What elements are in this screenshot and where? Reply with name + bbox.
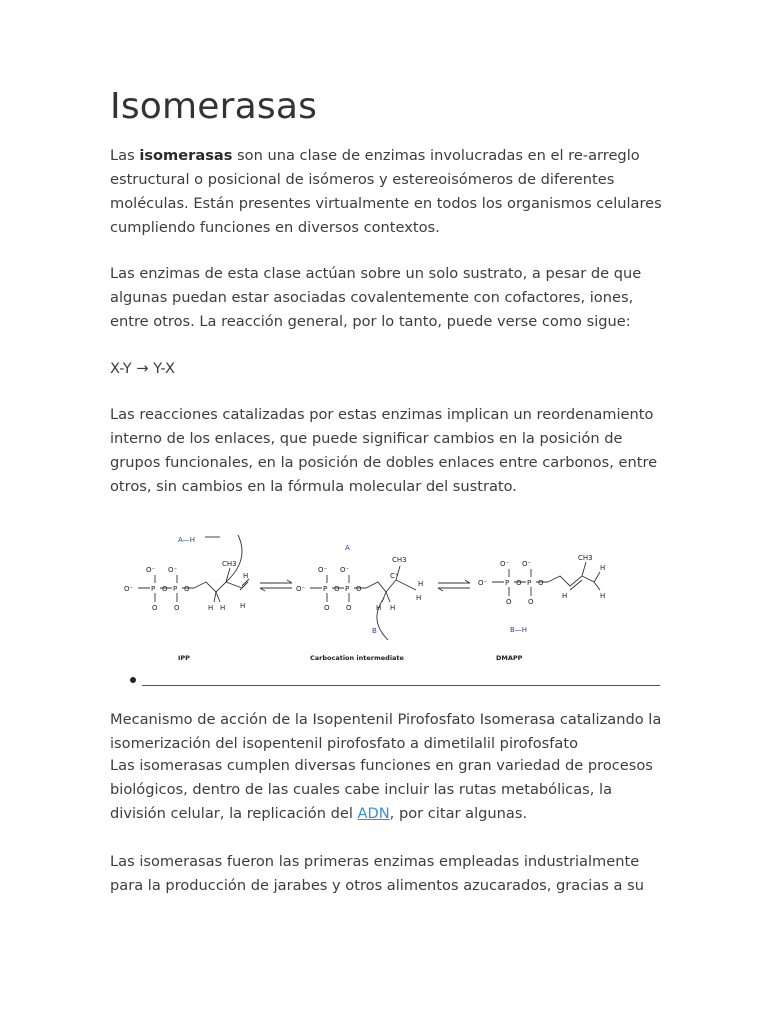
svg-text:O: O bbox=[152, 604, 158, 612]
svg-text:O: O bbox=[162, 585, 168, 593]
svg-text:P: P bbox=[173, 585, 178, 593]
svg-text:P: P bbox=[151, 585, 156, 593]
svg-text:C⁺: C⁺ bbox=[390, 572, 399, 580]
svg-text:O⁻: O⁻ bbox=[500, 560, 510, 568]
svg-text:O: O bbox=[506, 598, 512, 606]
svg-text:O⁻: O⁻ bbox=[340, 566, 350, 574]
svg-text:P: P bbox=[505, 579, 510, 587]
svg-text:H: H bbox=[416, 594, 422, 602]
svg-text:O⁻: O⁻ bbox=[318, 566, 328, 574]
bullet-point bbox=[130, 677, 136, 683]
ipp-label: IPP bbox=[178, 654, 190, 662]
svg-text:O⁻: O⁻ bbox=[522, 560, 532, 568]
svg-text:H: H bbox=[390, 604, 396, 612]
dmapp-label: DMAPP bbox=[496, 654, 523, 662]
svg-text:H: H bbox=[600, 592, 606, 600]
intro-before: Las bbox=[110, 147, 140, 164]
functions-before: Las isomerasas cumplen diversas funciones en gran variedad de procesos biológicos, dentro de las cuales cabe incluir las rutas metabólicas, la división celular, la replicación del bbox=[110, 757, 653, 822]
paragraph-functions bbox=[110, 754, 670, 826]
svg-text:O⁻: O⁻ bbox=[146, 566, 156, 574]
svg-text:P: P bbox=[345, 585, 350, 593]
svg-text:O: O bbox=[538, 579, 544, 587]
figure-caption: Mecanismo de acción de la Isopentenil Pirofosfato Isomerasa catalizando la isomerización del isopentenil pirofosfato a dimetilalil pirofosfato bbox=[110, 711, 662, 752]
reaction-mechanism-figure bbox=[120, 520, 660, 665]
svg-text:P: P bbox=[323, 585, 328, 593]
svg-text:O: O bbox=[174, 604, 180, 612]
ch3-label-2: CH3 bbox=[392, 556, 407, 564]
intermediate-label: Carbocation intermediate bbox=[310, 654, 404, 662]
mechanism-diagram bbox=[120, 520, 660, 665]
acid-label: A—H bbox=[178, 536, 196, 544]
equation: X-Y → Y-X bbox=[110, 360, 175, 377]
b-minus-label: B bbox=[372, 627, 377, 635]
svg-text:H: H bbox=[418, 580, 424, 588]
paragraph-reaction: Las enzimas de esta clase actúan sobre un solo sustrato, a pesar de que algunas puedan estar asociadas covalentemente con cofactores, iones, entre otros. La reacción general, por lo tanto, puede verse como sigue: bbox=[110, 265, 642, 330]
page-title: Isomerasas bbox=[110, 86, 318, 127]
divider-line bbox=[142, 685, 660, 686]
svg-text:H: H bbox=[600, 564, 606, 572]
intro-paragraph bbox=[110, 144, 670, 240]
svg-text:O⁻: O⁻ bbox=[168, 566, 178, 574]
svg-text:H: H bbox=[220, 604, 226, 612]
svg-text:O: O bbox=[356, 585, 362, 593]
svg-text:H: H bbox=[562, 592, 568, 600]
bh-label: B—H bbox=[510, 626, 528, 634]
svg-text:O⁻: O⁻ bbox=[296, 585, 306, 593]
svg-text:O: O bbox=[334, 585, 340, 593]
paragraph-bonds: Las reacciones catalizadas por estas enzimas implican un reordenamiento interno de los enlaces, que puede significar cambios en la posición de grupos funcionales, en la posición de dobles enlaces entre carbonos, entre otros, sin cambios en la fórmula molecular del sustrato. bbox=[110, 406, 658, 495]
paragraph-industry: Las isomerasas fueron las primeras enzimas empleadas industrialmente para la producción de jarabes y otros alimentos azucarados, gracias a su bbox=[110, 853, 644, 894]
svg-text:H: H bbox=[243, 572, 249, 580]
ch3-label-3: CH3 bbox=[578, 554, 593, 562]
intro-after: son una clase de enzimas involucradas en el re-arreglo estructural o posicional de isómeros y estereoisómeros de diferentes moléculas. Están presentes virtualmente en todos los organismos celulares cumpliendo funciones en diversos contextos. bbox=[110, 147, 662, 236]
svg-text:O: O bbox=[528, 598, 534, 606]
adn-link[interactable]: ADN bbox=[357, 805, 390, 822]
a-minus-label: A bbox=[345, 544, 350, 552]
svg-text:O: O bbox=[346, 604, 352, 612]
svg-text:H: H bbox=[376, 604, 382, 612]
svg-text:H: H bbox=[208, 604, 214, 612]
intro-bold-term: isomerasas bbox=[139, 147, 233, 164]
functions-after: , por citar algunas. bbox=[389, 805, 528, 822]
svg-text:O⁻: O⁻ bbox=[478, 579, 488, 587]
svg-text:O: O bbox=[516, 579, 522, 587]
svg-text:H: H bbox=[240, 602, 246, 610]
svg-text:O: O bbox=[324, 604, 330, 612]
svg-text:O⁻: O⁻ bbox=[124, 585, 134, 593]
svg-text:P: P bbox=[527, 579, 532, 587]
ch3-label-1: CH3 bbox=[222, 560, 237, 568]
svg-text:O: O bbox=[184, 585, 190, 593]
